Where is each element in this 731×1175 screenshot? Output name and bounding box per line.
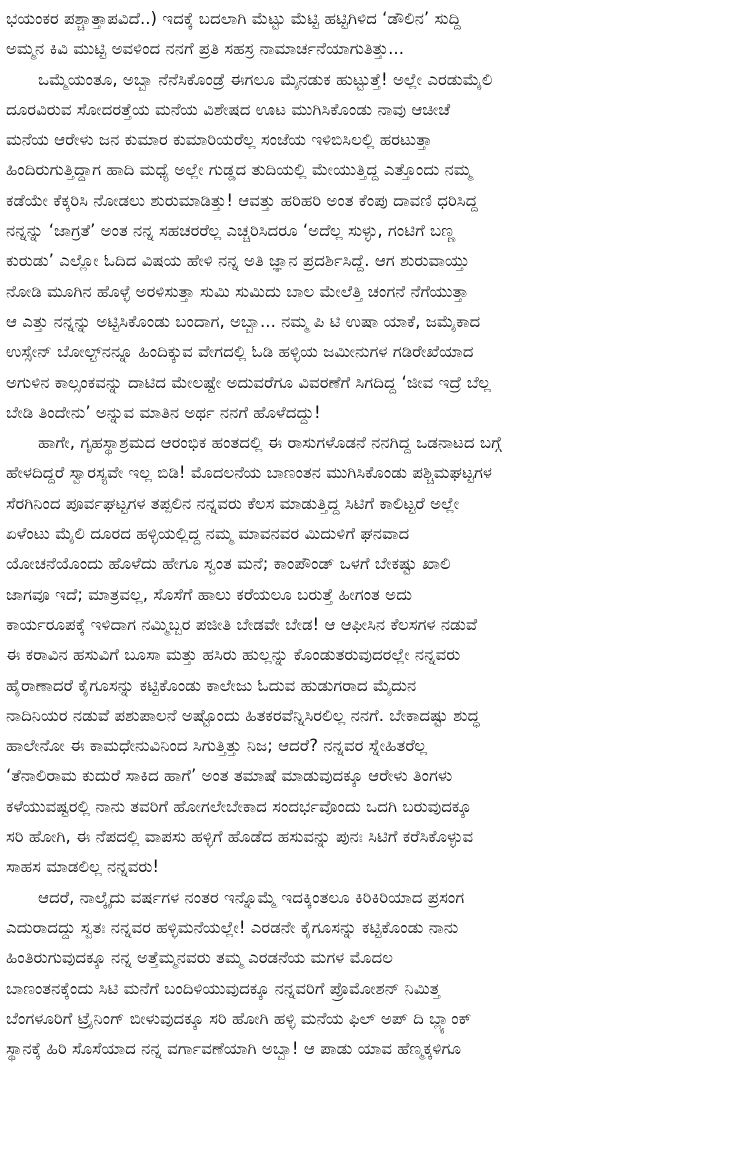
text-line: ಎದುರಾದದ್ದು ಸ್ವತಃ ನನ್ನವರ ಹಳ್ಳಿಮನೆಯಲ್ಲೇ! ಎರಡನೇ ಕೈಗೂಸನ್ನು ಕಟ್ಟಿಕೊಂಡು ನಾನು [6,917,459,937]
text-line: ಕಡೆಯೇ ಕೆಕ್ಕರಿಸಿ ನೋಡಲು ಶುರುಮಾಡಿತ್ತು! ಆವತ್ತು ಹರಿಹರಿ ಅಂತ ಕೆಂಪು ದಾವಣಿ ಧರಿಸಿದ್ದ [6,190,478,210]
text-line: ದೂರವಿರುವ ಸೋದರತ್ತೆಯ ಮನೆಯ ವಿಶೇಷದ ಊಟ ಮುಗಿಸಿಕೊಂಡು ನಾವು ಆಚೀಚೆ [6,99,451,119]
text-line: ನನ್ನನ್ನು ‘ಜಾಗ್ರತೆ’ ಅಂತ ನನ್ನ ಸಹಚರರೆಲ್ಲ ಎಚ್ಚರಿಸಿದರೂ ‘ಅದೆಲ್ಲ ಸುಳ್ಳು, ಗಂಟಿಗೆ ಬಣ್ಣ [6,221,456,241]
paragraph [6,883,725,1065]
text-line: ಅಮ್ಮನ ಕಿವಿ ಮುಟ್ಟಿ ಅವಳಿಂದ ನನಗೆ ಪ್ರತಿ ಸಹಸ್ರ ನಾಮಾರ್ಚನೆಯಾಗುತಿತ್ತು... [6,39,404,59]
text-line: ನಾದಿನಿಯರ ನಡುವೆ ಪಶುಪಾಲನೆ ಅಷ್ಟೊಂದು ಹಿತಕರವೆನ್ನಿಸಿರಲಿಲ್ಲ ನನಗೆ. ಬೇಕಾದಷ್ಟು ಶುದ್ಧ [6,705,480,725]
paragraph [6,428,725,882]
text-line: ಅಗುಳಿನ ಕಾಲ್ಸಂಕವನ್ನು ದಾಟಿದ ಮೇಲಷ್ಟೇ ಅದುವರೆಗೂ ವಿವರಣೆಗೆ ಸಿಗದಿದ್ದ ‘ಜೀವ ಇದ್ರೆ ಬೆಲ್ಲ [6,372,491,392]
text-line: ಬೇಡಿ ತಿಂದೇನು’ ಅನ್ನುವ ಮಾತಿನ ಅರ್ಥ ನನಗೆ ಹೊಳೆದದ್ದು! [6,402,321,422]
text-line: ಉಸ್ಸೇನ್ ಬೋಲ್ಟ್‌ನನ್ನೂ ಹಿಂದಿಕ್ಕುವ ವೇಗದಲ್ಲಿ ಓಡಿ ಹಳ್ಳಿಯ ಜಮೀನುಗಳ ಗಡಿರೇಖೆಯಾದ [6,342,474,362]
text-line: ಆ ಎತ್ತು ನನ್ನನ್ನು ಅಟ್ಟಿಸಿಕೊಂಡು ಬಂದಾಗ, ಅಬ್ಬಾ... ನಮ್ಮ ಪಿ ಟಿ ಉಷಾ ಯಾಕೆ, ಜಮೈಕಾದ [6,311,481,331]
text-line: ಹಿಂದಿರುಗುತ್ತಿದ್ದಾಗ ಹಾದಿ ಮಧ್ಯೆ ಅಲ್ಲೇ ಗುಡ್ಡದ ತುದಿಯಲ್ಲಿ ಮೇಯುತ್ತಿದ್ದ ಎತ್ತೊಂದು ನಮ್ಮ [6,160,472,180]
text-line: ಸಾಹಸ ಮಾಡಲಿಲ್ಲ ನನ್ನವರು! [6,857,160,877]
text-line: ಹಾಲೇನೋ ಈ ಕಾಮಧೇನುವಿನಿಂದ ಸಿಗುತ್ತಿತ್ತು ನಿಜ; ಆದರೆ? ನನ್ನವರ ಸ್ನೇಹಿತರೆಲ್ಲ [6,736,427,756]
paragraph [6,4,725,65]
text-line: ‘ತೆನಾಲಿರಾಮ ಕುದುರೆ ಸಾಕಿದ ಹಾಗೆ’ ಅಂತ ತಮಾಷೆ ಮಾಡುವುದಕ್ಕೂ ಆರೇಳು ತಿಂಗಳು [6,766,453,786]
text-line: ಸೆರಗಿನಿಂದ ಪೂರ್ವಘಟ್ಟಗಳ ತಪ್ಪಲಿನ ನನ್ನವರು ಕೆಲಸ ಮಾಡುತ್ತಿದ್ದ ಸಿಟಿಗೆ ಕಾಲಿಟ್ಟರೆ ಅಲ್ಲೇ [6,493,460,513]
text-line: ಸರಿ ಹೋಗಿ, ಈ ನೆಪದಲ್ಲಿ ವಾಪಸು ಹಳ್ಳಿಗೆ ಹೊಡೆದ ಹಸುವನ್ನು ಪುನಃ ಸಿಟಿಗೆ ಕರೆಸಿಕೊಳ್ಳುವ [6,827,474,847]
text-line: ಕುರುಡು’ ಎಲ್ಲೋ ಓದಿದ ವಿಷಯ ಹೇಳಿ ನನ್ನ ಅತಿ ಜ್ಞಾನ ಪ್ರದರ್ಶಿಸಿದ್ದೆ. ಆಗ ಶುರುವಾಯ್ತು [6,251,470,271]
text-line: ಏಳೆಂಟು ಮೈಲಿ ದೂರದ ಹಳ್ಳಿಯಲ್ಲಿದ್ದ ನಮ್ಮ ಮಾವನವರ ಮಿದುಳಿಗೆ ಘನವಾದ [6,524,410,544]
paragraph [6,65,725,429]
text-line: ಬೆಂಗಳೂರಿಗೆ ಟ್ರೈನಿಂಗ್ ಬೀಳುವುದಕ್ಕೂ ಸರಿ ಹೋಗಿ ಹಳ್ಳಿ ಮನೆಯ ಫಿಲ್ ಅಪ್ ದಿ ಬ್ಲ್ಯಾಂಕ್ [6,1008,472,1028]
text-line: ಜಾಗವೂ ಇದೆ; ಮಾತ್ರವಲ್ಲ, ಸೊಸೆಗೆ ಹಾಲು ಕರೆಯಲೂ ಬರುತ್ತೆ ಹೀಗಂತ ಅದು [6,584,413,604]
text-line: ಹೇಳದಿದ್ದರೆ ಸ್ವಾರಸ್ಯವೇ ಇಲ್ಲ ಬಿಡಿ! ಮೊದಲನೆಯ ಬಾಣಂತನ ಮುಗಿಸಿಕೊಂಡು ಪಶ್ಚಿಮಘಟ್ಟಗಳ [6,463,492,483]
text-line: ಈ ಕರಾವಿನ ಹಸುವಿಗೆ ಬೂಸಾ ಮತ್ತು ಹಸಿರು ಹುಲ್ಲನ್ನು ಕೊಂಡುತರುವುದರಲ್ಲೇ ನನ್ನವರು [6,645,461,665]
text-line: ಹಾಗೇ, ಗೃಹಸ್ಥಾಶ್ರಮದ ಆರಂಭಿಕ ಹಂತದಲ್ಲಿ ಈ ರಾಸುಗಳೊಡನೆ ನನಗಿದ್ದ ಒಡನಾಟದ ಬಗ್ಗೆ [38,433,502,453]
text-line: ಒಮ್ಮೆಯಂತೂ, ಅಬ್ಬಾ ನೆನೆಸಿಕೊಂಡ್ರೆ ಈಗಲೂ ಮೈನಡುಕ ಹುಟ್ಟುತ್ತೆ! ಅಲ್ಲೇ ಎರಡುಮೈಲಿ [38,69,493,89]
text-line: ಯೋಚನೆಯೊಂದು ಹೊಳೆದು ಹೇಗೂ ಸ್ವಂತ ಮನೆ; ಕಾಂಪೌಂಡ್ ಒಳಗೆ ಬೇಕಷ್ಟು ಖಾಲಿ [6,554,451,574]
text-line: ಕಳೆಯುವಷ್ಟರಲ್ಲಿ ನಾನು ತವರಿಗೆ ಹೋಗಲೇಬೇಕಾದ ಸಂದರ್ಭವೊಂದು ಒದಗಿ ಬರುವುದಕ್ಕೂ [6,796,472,816]
text-line: ಕಾರ್ಯರೂಪಕ್ಕೆ ಇಳಿದಾಗ ನಮ್ಮಿಬ್ಬರ ಪಜೀತಿ ಬೇಡವೇ ಬೇಡ! ಆ ಆಫೀಸಿನ ಕೆಲಸಗಳ ನಡುವೆ [6,614,478,634]
text-line: ಹೈರಾಣಾದರೆ ಕೈಗೂಸನ್ನು ಕಟ್ಟಿಕೊಂಡು ಕಾಲೇಜು ಓದುವ ಹುಡುಗರಾದ ಮೈದುನ [6,675,417,695]
text-line: ಆದರೆ, ನಾಲ್ಕೈದು ವರ್ಷಗಳ ನಂತರ ಇನ್ನೊಮ್ಮೆ ಇದಕ್ಕಿಂತಲೂ ಕಿರಿಕಿರಿಯಾದ ಪ್ರಸಂಗ [38,887,465,907]
text-line: ಮನೆಯ ಆರೇಳು ಜನ ಕುಮಾರ ಕುಮಾರಿಯರೆಲ್ಲ ಸಂಜೆಯ ಇಳಿಬಿಸಿಲಲ್ಲಿ ಹರಟುತ್ತಾ [6,130,433,150]
text-line: ಹಿಂತಿರುಗುವುದಕ್ಕೂ ನನ್ನ ಅತ್ತೆಮ್ಮನವರು ತಮ್ಮ ಎರಡನೆಯ ಮಗಳ ಮೊದಲ [6,948,393,968]
text-line: ಸ್ಥಾನಕ್ಕೆ ಹಿರಿ ಸೊಸೆಯಾದ ನನ್ನ ವರ್ಗಾವಣೆಯಾಗಿ ಅಬ್ಬಾ! ಆ ಪಾಡು ಯಾವ ಹೆಣ್ಮಕ್ಕಳಿಗೂ [6,1039,462,1059]
text-line: ಬಾಣಂತನಕ್ಕೆಂದು ಸಿಟಿ ಮನೆಗೆ ಬಂದಿಳಿಯುವುದಕ್ಕೂ ನನ್ನವರಿಗೆ ಪ್ರೊಮೋಶನ್ ನಿಮಿತ್ತ [6,978,440,998]
text-line: ನೋಡಿ ಮೂಗಿನ ಹೊಳ್ಳೆ ಅರಳಿಸುತ್ತಾ ಸುಮಿ ಸುಮಿದು ಬಾಲ ಮೇಲೆತ್ತಿ ಚಂಗನೆ ನೆಗೆಯುತ್ತಾ [6,281,469,301]
text-line: ಭಯಂಕರ ಪಶ್ಚಾತ್ತಾಪವಿದೆ..) ಇದಕ್ಕೆ ಬದಲಾಗಿ ಮೆಟ್ಟು ಮೆಟ್ಟಿ ಹಟ್ಟಿಗಿಳಿದ ‘ಡೌಲಿನ’ ಸುದ್ದಿ [6,9,461,28]
